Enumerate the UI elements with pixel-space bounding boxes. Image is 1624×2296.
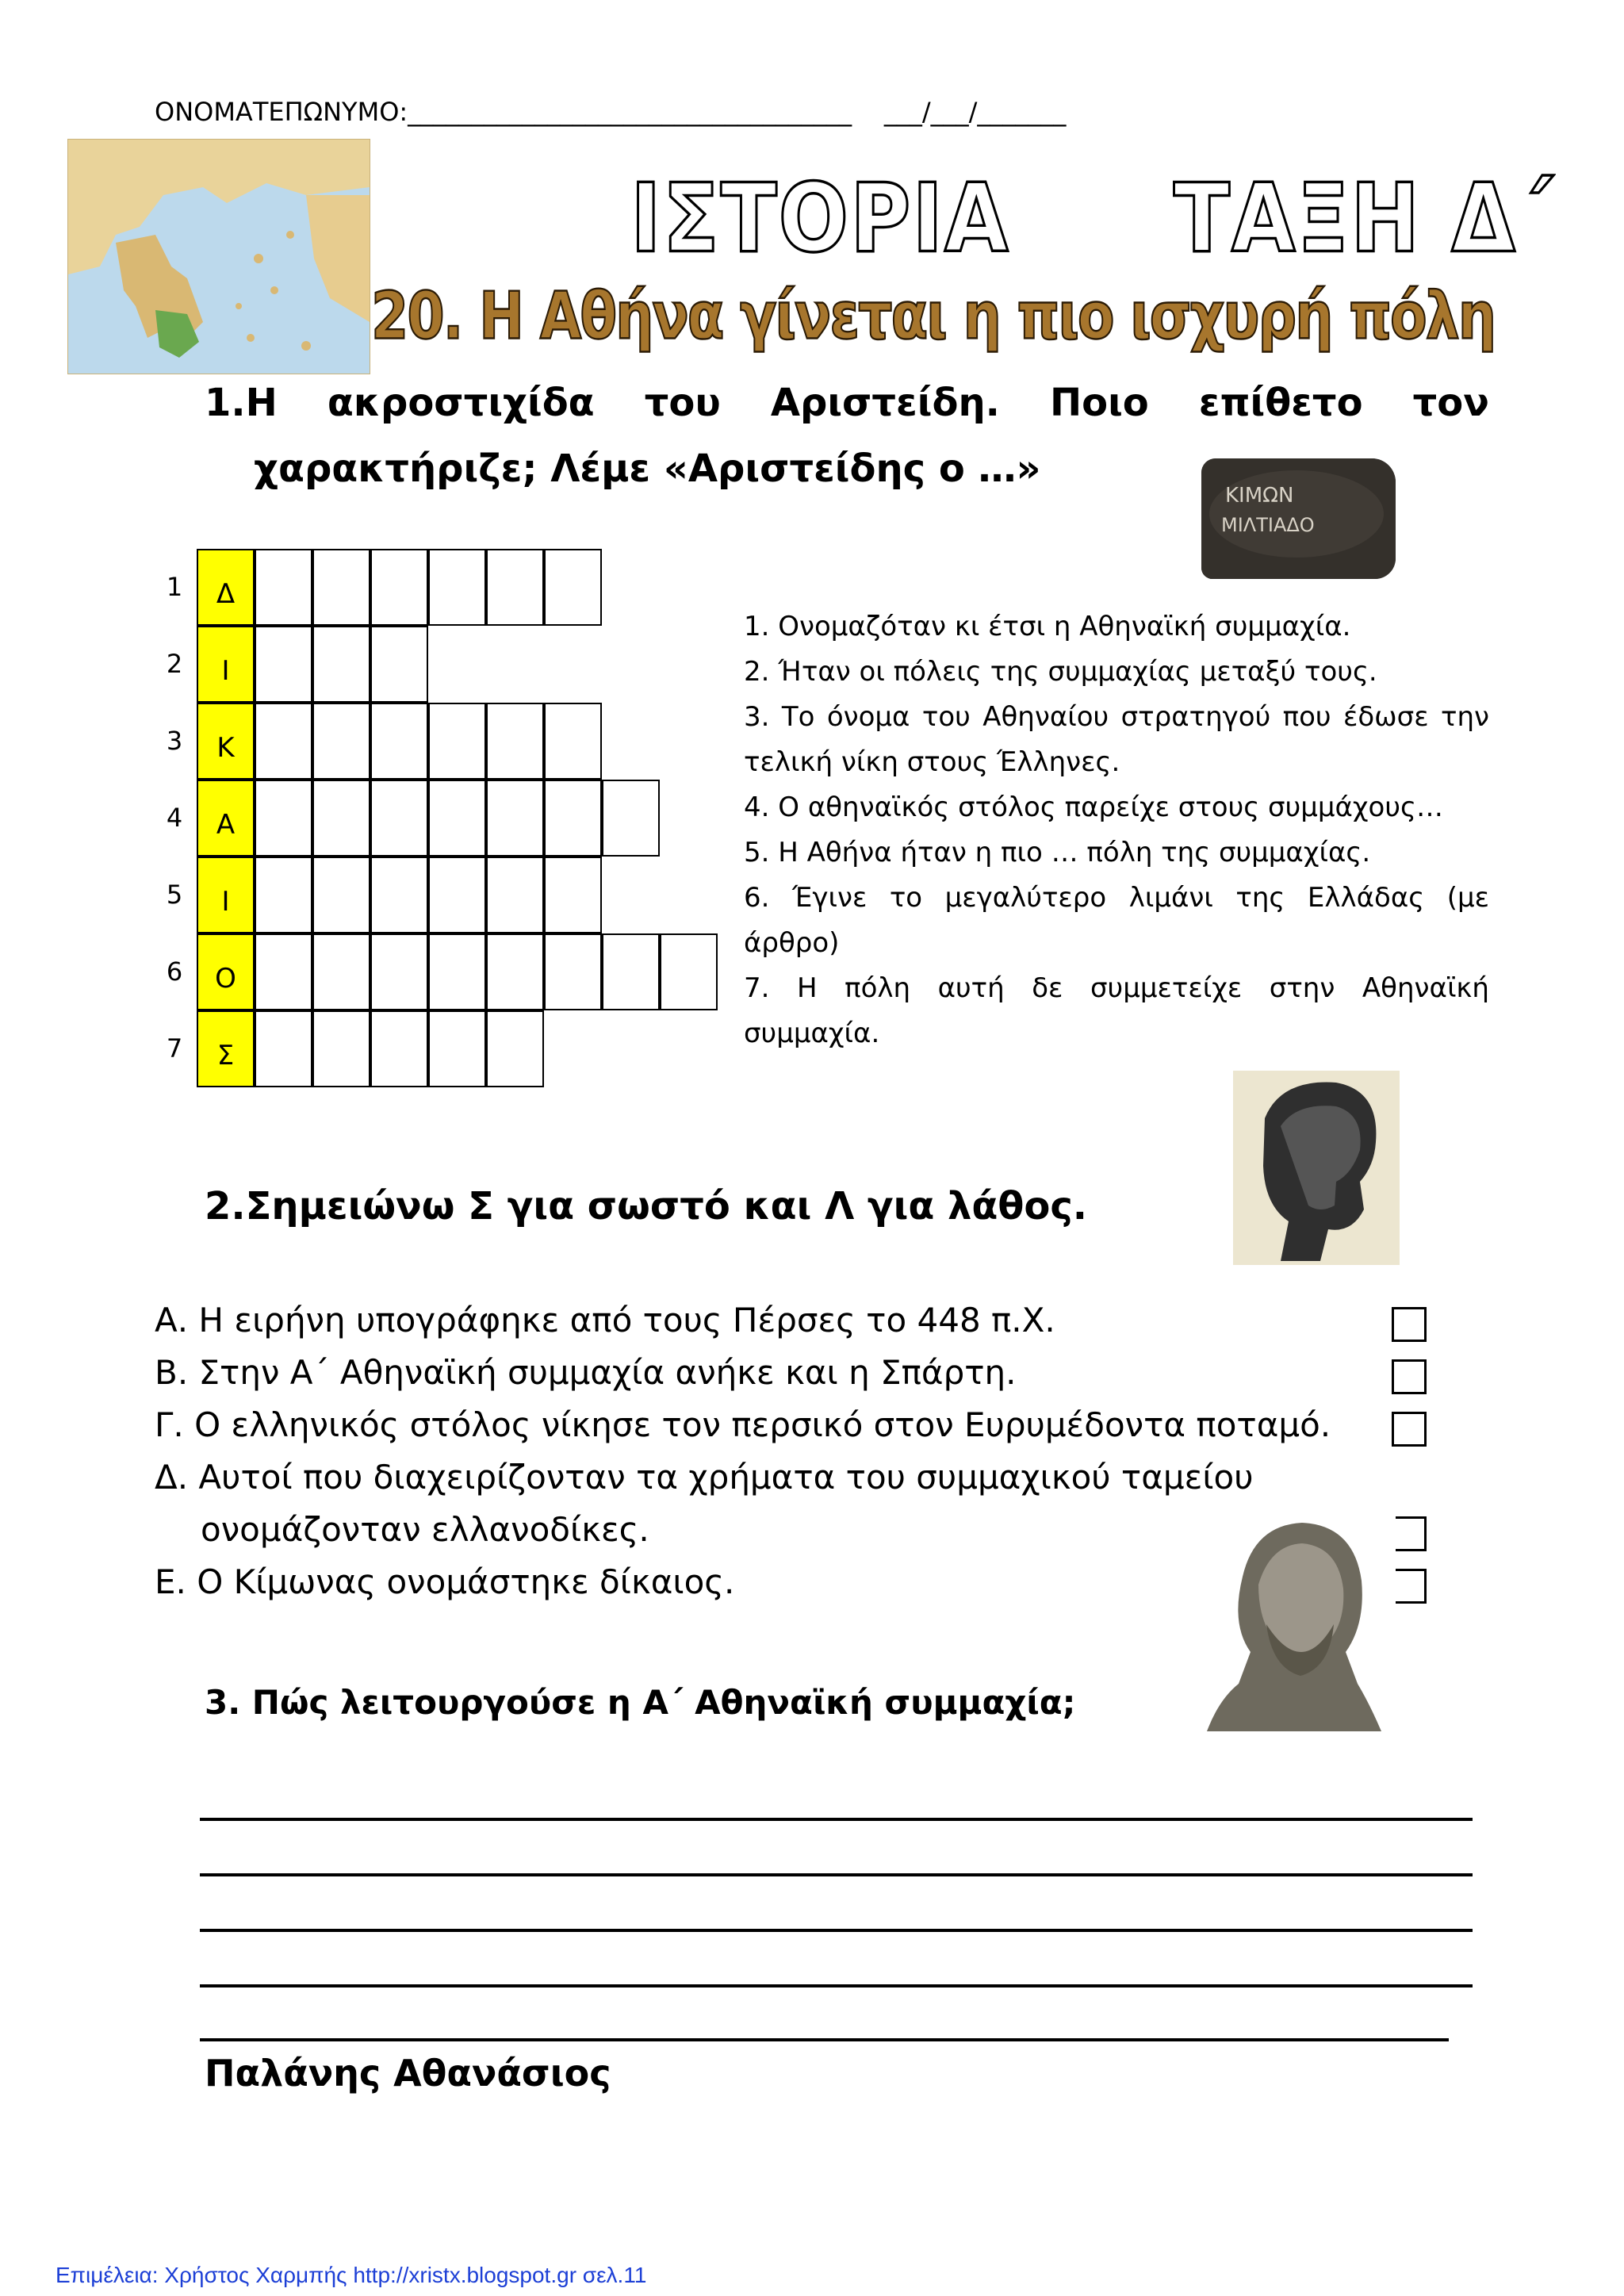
crossword-blank-cell[interactable] [428, 703, 486, 780]
crossword-blank-cell[interactable] [486, 1010, 544, 1087]
q1-word: του [644, 381, 721, 425]
true-false-statement-continued: ονομάζονταν ελλανοδίκες. [201, 1510, 649, 1549]
crossword-blank-cell[interactable] [428, 780, 486, 857]
ancient-head-image [1233, 1071, 1400, 1265]
lesson-title: 20. Η Αθήνα γίνεται η πιο ισχυρή πόλη [371, 279, 1496, 355]
crossword-blank-cell[interactable] [486, 703, 544, 780]
clue-item: 4. Ο αθηναϊκός στόλος παρείχε στους συμμάχους… [744, 792, 1443, 823]
crossword-key-cell: Ι [197, 857, 255, 933]
question-1-line-2: χαρακτήριζε; Λέμε «Αριστείδης ο …» [254, 447, 1041, 491]
clue-item: 3. Το όνομα του Αθηναίου στρατηγού που έδωσε την τελική νίκη στους Έλληνες. [744, 701, 1489, 778]
crossword-blank-cell[interactable] [370, 857, 428, 933]
crossword-blank-cell[interactable] [544, 780, 602, 857]
crossword-blank-cell[interactable] [544, 933, 602, 1010]
clue-item: 6. Έγινε το μεγαλύτερο λιμάνι της Ελλάδας (με άρθρο) [744, 882, 1489, 959]
crossword-blank-cell[interactable] [486, 933, 544, 1010]
subject-title: ΙΣΤΟΡΙΑ [630, 163, 1010, 274]
answer-checkbox[interactable] [1392, 1569, 1427, 1604]
crossword-blank-cell[interactable] [428, 1010, 486, 1087]
bust-image [1199, 1513, 1396, 1731]
crossword-clues [744, 604, 1489, 1056]
ostrakon-text-line: ΜΙΛΤΙΑΔΟ [1221, 514, 1315, 536]
crossword-blank-cell[interactable] [255, 626, 312, 703]
class-title: ΤΑΞΗ Δ΄ [1174, 163, 1555, 274]
q1-word: επίθετο [1198, 381, 1363, 425]
q1-word: 1.Η [205, 381, 278, 425]
answer-checkbox[interactable] [1392, 1412, 1427, 1447]
crossword-blank-cell[interactable] [428, 857, 486, 933]
footer-credit: Επιμέλεια: Χρήστος Χαρμπής http://xristx.blogspot.gr σελ.11 [56, 2263, 647, 2287]
answer-line[interactable] [200, 2038, 1449, 2041]
true-false-statement: Α. Η ειρήνη υπογράφηκε από τους Πέρσες το 448 π.Χ. [155, 1301, 1055, 1340]
question-3-title: 3. Πώς λειτουργούσε η Α΄ Αθηναϊκή συμμαχία; [205, 1683, 1076, 1722]
answer-line[interactable] [200, 1873, 1473, 1876]
ostrakon-text-line: ΚΙΜΩΝ [1225, 484, 1294, 508]
crossword-row-number: 7 [166, 1033, 183, 1064]
ostrakon-image [1201, 458, 1396, 579]
clue-item: 2. Ήταν οι πόλεις της συμμαχίας μεταξύ τους. [744, 656, 1377, 688]
crossword-blank-cell[interactable] [255, 703, 312, 780]
answer-checkbox[interactable] [1392, 1307, 1427, 1342]
crossword-key-cell: Δ [197, 549, 255, 626]
crossword-key-cell: Ι [197, 626, 255, 703]
crossword-blank-cell[interactable] [486, 549, 544, 626]
crossword-blank-cell[interactable] [428, 549, 486, 626]
crossword-blank-cell[interactable] [370, 780, 428, 857]
crossword-blank-cell[interactable] [602, 933, 660, 1010]
crossword-blank-cell[interactable] [544, 857, 602, 933]
greece-map-image [67, 139, 370, 374]
crossword-row-number: 1 [166, 572, 183, 602]
crossword-blank-cell[interactable] [544, 703, 602, 780]
answer-line[interactable] [200, 1984, 1473, 1987]
true-false-statement: Ε. Ο Κίμωνας ονομάστηκε δίκαιος. [155, 1562, 735, 1601]
crossword-row-number: 2 [166, 649, 183, 679]
crossword-blank-cell[interactable] [312, 626, 370, 703]
answer-line[interactable] [200, 1929, 1473, 1932]
answer-checkbox[interactable] [1392, 1359, 1427, 1394]
crossword-blank-cell[interactable] [312, 703, 370, 780]
true-false-statement: Β. Στην Α΄ Αθηναϊκή συμμαχία ανήκε και η Σπάρτη. [155, 1353, 1017, 1392]
clue-item: 5. Η Αθήνα ήταν η πιο … πόλη της συμμαχίας. [744, 837, 1371, 868]
crossword-blank-cell[interactable] [312, 933, 370, 1010]
question-1-line-1 [205, 381, 1489, 425]
crossword-blank-cell[interactable] [544, 549, 602, 626]
crossword-key-cell: Σ [197, 1010, 255, 1087]
crossword-blank-cell[interactable] [486, 857, 544, 933]
crossword-blank-cell[interactable] [312, 857, 370, 933]
true-false-statement: Δ. Αυτοί που διαχειρίζονταν τα χρήματα του συμμαχικού ταμείου [155, 1458, 1254, 1497]
crossword-blank-cell[interactable] [370, 549, 428, 626]
crossword-blank-cell[interactable] [312, 780, 370, 857]
true-false-statement: Γ. Ο ελληνικός στόλος νίκησε τον περσικό στον Ευρυμέδοντα ποταμό. [155, 1405, 1331, 1444]
crossword-row-number: 5 [166, 880, 183, 910]
clue-item: 7. Η πόλη αυτή δε συμμετείχε στην Αθηναϊκή συμμαχία. [744, 972, 1489, 1049]
crossword-blank-cell[interactable] [370, 933, 428, 1010]
crossword-blank-cell[interactable] [428, 933, 486, 1010]
crossword-row-number: 3 [166, 726, 183, 756]
crossword-blank-cell[interactable] [486, 780, 544, 857]
crossword-row-number: 6 [166, 956, 183, 987]
crossword-blank-cell[interactable] [255, 1010, 312, 1087]
q1-word: Ποιο [1049, 381, 1149, 425]
q1-word: ακροστιχίδα [327, 381, 595, 425]
crossword-blank-cell[interactable] [312, 1010, 370, 1087]
crossword-row-number: 4 [166, 803, 183, 833]
q1-word: Αριστείδη. [770, 381, 1000, 425]
crossword-key-cell: Κ [197, 703, 255, 780]
crossword-blank-cell[interactable] [312, 549, 370, 626]
crossword-key-cell: Α [197, 780, 255, 857]
crossword-blank-cell[interactable] [660, 933, 718, 1010]
crossword-blank-cell[interactable] [370, 626, 428, 703]
clue-item: 1. Ονομαζόταν κι έτσι η Αθηναϊκή συμμαχία. [744, 611, 1351, 642]
crossword-blank-cell[interactable] [370, 1010, 428, 1087]
crossword-blank-cell[interactable] [255, 780, 312, 857]
crossword-blank-cell[interactable] [255, 549, 312, 626]
author-name: Παλάνης Αθανάσιος [205, 2052, 611, 2095]
q1-word: τον [1412, 381, 1489, 425]
crossword-blank-cell[interactable] [370, 703, 428, 780]
crossword-blank-cell[interactable] [255, 857, 312, 933]
crossword-blank-cell[interactable] [255, 933, 312, 1010]
name-date-line: ΟΝΟΜΑΤΕΠΩΝΥΜΟ:___________________________________ ___/___/_______ [155, 97, 1067, 127]
answer-checkbox[interactable] [1392, 1516, 1427, 1551]
answer-line[interactable] [200, 1818, 1473, 1821]
question-2-title: 2.Σημειώνω Σ για σωστό και Λ για λάθος. [205, 1184, 1087, 1228]
crossword-key-cell: Ο [197, 933, 255, 1010]
crossword-blank-cell[interactable] [602, 780, 660, 857]
